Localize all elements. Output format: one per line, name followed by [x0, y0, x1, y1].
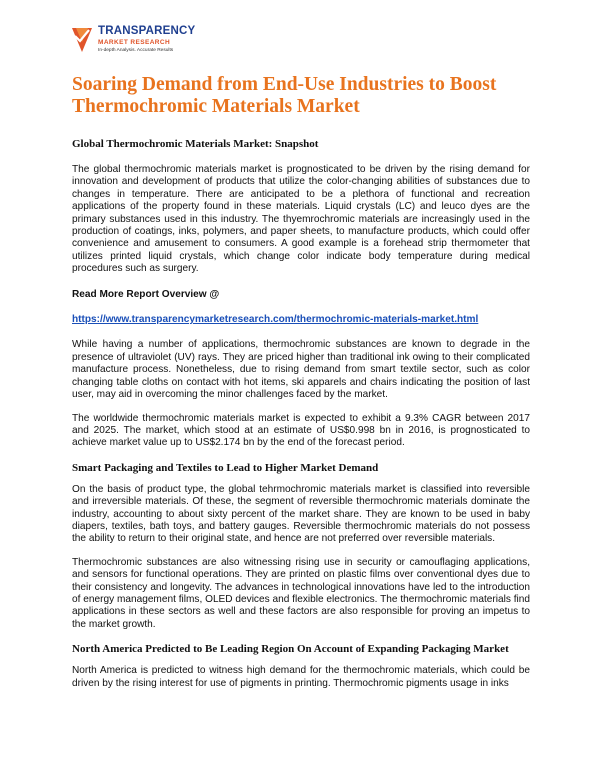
article-body — [72, 137, 530, 690]
paragraph-snapshot: The global thermochromic materials market is prognosticated to be driven by the rising demand for innovation and development of products that utilize the color-changing abilities of substances due to changes in temperature. There are anticipated to be a plethora of functional and recreation applications of the property found in these materials. Liquid crystals (LC) and leuco dyes are the primary substances used in this industry. The thyemrochromic materials are increasingly used in the production of coatings, inks, polymers, and paper sheets, to manufacture products, which could offer convenience and amusement to consumers. A good example is a forehead strip thermometer that utilizes printed liquid crystals, which change color indicate body temperature during medical procedures such as surgery. — [72, 164, 530, 275]
logo-tagline: In-depth Analysis. Accurate Results — [98, 48, 174, 53]
packaging-heading: Smart Packaging and Textiles to Lead to Higher Market Demand — [72, 461, 379, 474]
transparency-logo-icon — [70, 24, 94, 54]
page-title: Soaring Demand from End-Use Industries to Boost Thermochromic Materials Market — [72, 74, 497, 117]
logo-name: TRANSPARENCY — [98, 25, 196, 37]
paragraph-uv-degradation: While having a number of applications, thermochromic substances are known to degrade in the presence of ultraviolet (UV) rays. They are priced higher than traditional ink owing to their complicated manufacture process. Nonetheless, due to rising demand from smart textile sector, such as color changing table cloths on contact with hot items, ski apparels and chairs indicating the position of last user, may aid in overcoming the minor challenges faced by the market. — [72, 339, 530, 401]
company-logo — [70, 22, 196, 70]
paragraph-market-forecast: The worldwide thermochromic materials market is expected to exhibit a 9.3% CAGR between 2017 and 2025. The market, which stood at an estimate of US$0.998 bn in 2016, is prognosticated to achieve market value up to US$2.174 bn by the end of the forecast period. — [72, 412, 530, 449]
read-more-label: Read More Report Overview @ — [72, 288, 220, 300]
north-america-heading: North America Predicted to Be Leading Region On Account of Expanding Packaging Market — [72, 643, 509, 656]
report-overview-link[interactable]: https://www.transparencymarketresearch.com/thermochromic-materials-market.html — [72, 314, 479, 326]
paragraph-security-applications: Thermochromic substances are also witnessing rising use in security or camouflaging applications, and sensors for functional operations. They are printed on plastic films over conventional dyes due to their consistency and longevity. The advances in technological innovations have led to the introduction of energy management films, OLED devices and flexible electronics. The thermochromic materials find applications in these sectors as well and these factors are also responsible for proving an impetus to the market growth. — [72, 556, 530, 630]
paragraph-product-type: On the basis of product type, the global tehrmochromic materials market is classified into reversible and irreversible materials. Of these, the segment of reversible thermochromic materials dominate the industry, accounting to about sixty percent of the market share. They are known to be used in baby diapers, textiles, bath toys, and battery gauges. Reversible thermochromic materials do not possess the ability to return to their original state, and hence are not preferred over reversible materials. — [72, 483, 530, 545]
logo-subtitle: MARKET RESEARCH — [98, 39, 171, 46]
snapshot-heading: Global Thermochromic Materials Market: Snapshot — [72, 138, 319, 150]
paragraph-north-america: North America is predicted to witness high demand for the thermochromic materials, which could be driven by the rising interest for use of pigments in printing. Thermochromic pigments usage in inks — [72, 665, 530, 689]
